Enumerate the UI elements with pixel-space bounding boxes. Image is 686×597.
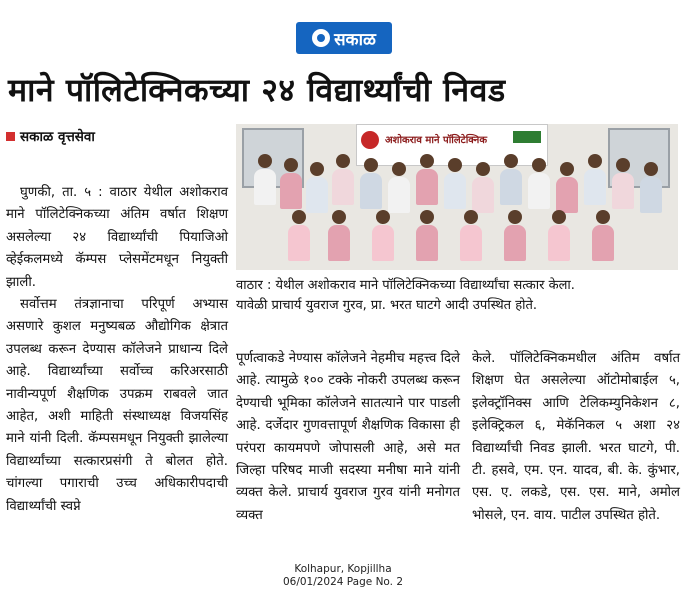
photo-person	[328, 210, 350, 261]
photo-person	[640, 162, 662, 213]
photo-person	[584, 154, 606, 205]
photo-person	[416, 154, 438, 205]
caption-line: वाठार : येथील अशोकराव माने पॉलिटेक्निकच्या विद्यार्थ्यांचा सत्कार केला.	[236, 278, 575, 293]
footer-date-page: 06/01/2024 Page No. 2	[282, 576, 404, 588]
banner-seal-icon	[361, 131, 379, 149]
photo-person	[388, 162, 410, 213]
article-column-1	[6, 182, 228, 518]
photo-person	[332, 154, 354, 205]
article-paragraph-2: सर्वोत्तम तंत्रज्ञानाचा परिपूर्ण अभ्यास असणारे कुशल मनुष्यबळ औद्योगिक क्षेत्रात उपलब्ध करून देण्यास कॉलेजने प्राधान्य दिले आहे. विद्यार्थ्यांच्या सर्वोच्च करिअरसाठी नावीन्यपूर्ण शैक्षणिक उपक्रम राबवले जात आहेत, अशी माहिती संस्थाध्यक्ष विजयसिंह माने यांनी दिली. कॅम्पसमधून नियुक्ती झालेल्या विद्यार्थ्यांच्या सत्कारप्रसंगी ते बोलत होते. चांगल्या पगाराची उच्च अधिकारीपदाची विद्यार्थ्यांची स्वप्ने	[6, 297, 229, 514]
footer-location: Kolhapur, Kopjillha	[294, 563, 392, 575]
byline-text: सकाळ वृत्तसेवा	[20, 129, 95, 145]
article-paragraph-4: केले. पॉलिटेक्निकमधील अंतिम वर्षात शिक्षण घेत असलेल्या ऑटोमोबाईल ५, इलेक्ट्रॉनिक्स आणि टेलिकम्युनिकेशन ८, इलेक्ट्रिकल ६, मेकॅनिकल ५ अशा २४ विद्यार्थ्यांची निवड झाली. भरत घाटगे, पी. टी. हसवे, एम. एन. यादव, बी. के. कुंभार, एस. ए. लकडे, एस. एस. माने, अमोल भोसले, एन. वाय. पाटील उपस्थित होते.	[472, 351, 681, 523]
photo-person	[288, 210, 310, 261]
byline	[6, 127, 95, 145]
photo-person	[280, 158, 302, 209]
article-column-2	[236, 348, 460, 527]
group-photo	[236, 124, 678, 270]
caption-line: यावेळी प्राचार्य युवराज गुरव, प्रा. भरत घाटगे आदी उपस्थित होते.	[236, 298, 538, 313]
photo-person	[444, 158, 466, 209]
article-paragraph-3: पूर्णत्वाकडे नेण्यास कॉलेजने नेहमीच महत्त्व दिले आहे. त्यामुळे १०० टक्के नोकरी उपलब्ध करून देण्याची भूमिका कॉलेजने सातत्याने पार पाडली आहे. दर्जेदार गुणवत्तापूर्ण शैक्षणिक विकासा ही परंपरा कायमपणे जोपासली आहे, असे मत जिल्हा परिषद माजी सदस्या मनीषा माने यांनी व्यक्त केले. प्राचार्य युवराज गुरव यांनी मनोगत व्यक्त	[236, 351, 460, 523]
byline-marker-icon	[6, 132, 15, 141]
photo-person	[612, 158, 634, 209]
photo-person	[472, 162, 494, 213]
photo-person	[556, 162, 578, 213]
photo-person	[254, 154, 276, 205]
photo-person	[360, 158, 382, 209]
photo-person	[528, 158, 550, 209]
banner-logo-icon	[513, 131, 541, 143]
photo-person	[592, 210, 614, 261]
logo-emblem-icon	[312, 29, 330, 47]
headline: माने पॉलिटेक्निकच्या २४ विद्यार्थ्यांची निवड	[8, 71, 506, 109]
photo-person	[306, 162, 328, 213]
photo-person	[416, 210, 438, 261]
article-paragraph-1: घुणकी, ता. ५ : वाठार येथील अशोकराव माने पॉलिटेक्निकच्या अंतिम वर्षात शिक्षण असलेल्या २४ विद्यार्थ्यांची पियाजिओ व्हेईकलमध्ये कॅम्पस प्लेसमेंटमधून नियुक्ती झाली.	[6, 185, 228, 290]
newspaper-logo	[296, 22, 392, 54]
photo-person	[504, 210, 526, 261]
photo-person	[500, 154, 522, 205]
article-column-3	[472, 348, 680, 527]
logo-text: सकाळ	[334, 29, 376, 50]
photo-person	[372, 210, 394, 261]
photo-person	[460, 210, 482, 261]
banner-text: अशोकराव माने पॉलिटेक्निक	[385, 135, 488, 146]
photo-person	[548, 210, 570, 261]
photo-caption	[236, 276, 682, 316]
